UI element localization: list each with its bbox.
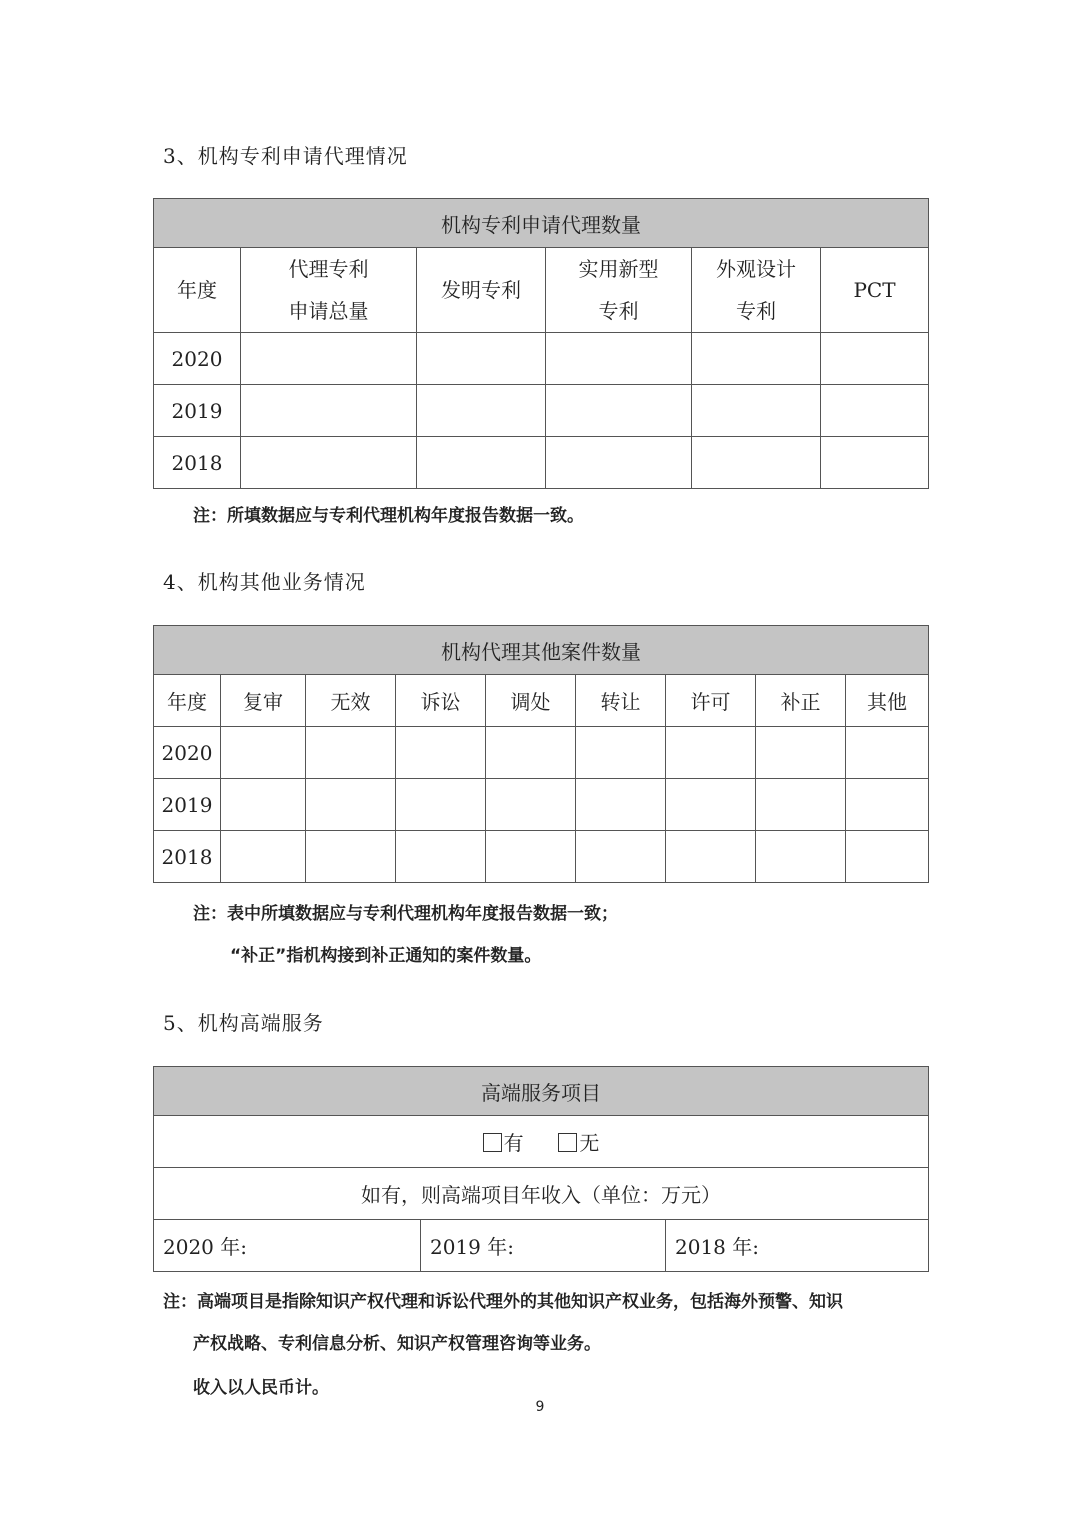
- column-header: 外观设计 专利: [692, 248, 821, 333]
- section-5-note-line-1: 注：高端项目是指除知识产权代理和诉讼代理外的其他知识产权业务，包括海外预警、知识: [163, 1292, 843, 1312]
- input-cell[interactable]: [417, 385, 546, 437]
- year-cell: 2019: [154, 385, 241, 437]
- section-4-note-line-1: 注：表中所填数据应与专利代理机构年度报告数据一致；: [193, 904, 618, 924]
- other-cases-table: [153, 625, 929, 883]
- input-cell[interactable]: [221, 779, 306, 831]
- income-label: 如有，则高端项目年收入（单位：万元）: [154, 1168, 929, 1220]
- table-row: [154, 727, 929, 779]
- column-header: 代理专利 申请总量: [241, 248, 417, 333]
- table-title: 机构代理其他案件数量: [154, 626, 929, 675]
- input-cell[interactable]: [417, 333, 546, 385]
- checkbox-no[interactable]: [558, 1133, 577, 1152]
- input-cell[interactable]: [576, 727, 666, 779]
- patent-agency-table: [153, 198, 929, 489]
- section-5-note-line-3: 收入以人民币计。: [193, 1378, 329, 1398]
- yes-no-options: [154, 1116, 929, 1168]
- input-cell[interactable]: [821, 333, 929, 385]
- year-cell: 2020: [154, 727, 221, 779]
- column-header: 无效: [306, 675, 396, 727]
- input-cell[interactable]: [821, 437, 929, 489]
- year-cell: 2019: [154, 779, 221, 831]
- year-income-cell[interactable]: 2020 年:: [154, 1220, 421, 1272]
- year-cell: 2018: [154, 437, 241, 489]
- high-end-service-table: [153, 1066, 929, 1272]
- column-header: 其他: [846, 675, 929, 727]
- column-header: 实用新型 专利: [546, 248, 692, 333]
- year-cell: 2020: [154, 333, 241, 385]
- input-cell[interactable]: [241, 437, 417, 489]
- input-cell[interactable]: [666, 727, 756, 779]
- input-cell[interactable]: [756, 727, 846, 779]
- table-title: 高端服务项目: [154, 1067, 929, 1116]
- input-cell[interactable]: [692, 437, 821, 489]
- section-5-heading: 5、机构高端服务: [163, 1011, 324, 1035]
- input-cell[interactable]: [221, 831, 306, 883]
- table-row: [154, 779, 929, 831]
- input-cell[interactable]: [306, 727, 396, 779]
- column-header: 诉讼: [396, 675, 486, 727]
- input-cell[interactable]: [306, 779, 396, 831]
- input-cell[interactable]: [666, 779, 756, 831]
- input-cell[interactable]: [692, 385, 821, 437]
- input-cell[interactable]: [546, 437, 692, 489]
- input-cell[interactable]: [241, 385, 417, 437]
- input-cell[interactable]: [221, 727, 306, 779]
- option-no[interactable]: 无: [558, 1131, 599, 1155]
- input-cell[interactable]: [756, 831, 846, 883]
- option-yes[interactable]: 有: [483, 1131, 524, 1155]
- input-cell[interactable]: [546, 333, 692, 385]
- column-header: 年度: [154, 675, 221, 727]
- input-cell[interactable]: [821, 385, 929, 437]
- column-header: PCT: [821, 248, 929, 333]
- section-4-heading: 4、机构其他业务情况: [163, 570, 366, 594]
- table-row: [154, 333, 929, 385]
- table-title: 机构专利申请代理数量: [154, 199, 929, 248]
- input-cell[interactable]: [486, 779, 576, 831]
- column-header: 补正: [756, 675, 846, 727]
- input-cell[interactable]: [846, 727, 929, 779]
- input-cell[interactable]: [756, 779, 846, 831]
- year-income-cell[interactable]: 2018 年:: [666, 1220, 929, 1272]
- input-cell[interactable]: [666, 831, 756, 883]
- input-cell[interactable]: [576, 831, 666, 883]
- section-5-note-line-2: 产权战略、专利信息分析、知识产权管理咨询等业务。: [193, 1334, 601, 1354]
- input-cell[interactable]: [306, 831, 396, 883]
- column-header: 许可: [666, 675, 756, 727]
- input-cell[interactable]: [846, 831, 929, 883]
- column-header: 调处: [486, 675, 576, 727]
- table-row: [154, 831, 929, 883]
- input-cell[interactable]: [576, 779, 666, 831]
- input-cell[interactable]: [396, 779, 486, 831]
- input-cell[interactable]: [846, 779, 929, 831]
- input-cell[interactable]: [546, 385, 692, 437]
- section-3-note: 注：所填数据应与专利代理机构年度报告数据一致。: [193, 506, 584, 526]
- input-cell[interactable]: [241, 333, 417, 385]
- input-cell[interactable]: [396, 831, 486, 883]
- column-header: 年度: [154, 248, 241, 333]
- column-header: 复审: [221, 675, 306, 727]
- input-cell[interactable]: [692, 333, 821, 385]
- checkbox-yes[interactable]: [483, 1133, 502, 1152]
- table-row: [154, 1220, 929, 1272]
- column-header: 发明专利: [417, 248, 546, 333]
- year-cell: 2018: [154, 831, 221, 883]
- input-cell[interactable]: [417, 437, 546, 489]
- table-row: [154, 385, 929, 437]
- section-4-note-line-2: “补正”指机构接到补正通知的案件数量。: [230, 946, 542, 966]
- section-3-heading: 3、机构专利申请代理情况: [163, 144, 408, 168]
- page-number: 9: [535, 1399, 545, 1415]
- column-header: 转让: [576, 675, 666, 727]
- input-cell[interactable]: [396, 727, 486, 779]
- input-cell[interactable]: [486, 831, 576, 883]
- table-row: [154, 437, 929, 489]
- input-cell[interactable]: [486, 727, 576, 779]
- year-income-cell[interactable]: 2019 年:: [421, 1220, 666, 1272]
